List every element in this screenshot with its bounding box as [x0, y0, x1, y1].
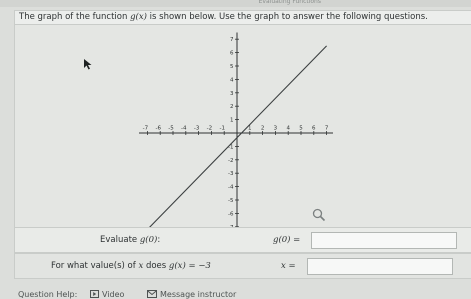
- x-tick-label: -5: [168, 125, 174, 132]
- x-tick-label: -6: [155, 125, 161, 132]
- evaluate-prompt-expr: g(0): [139, 235, 158, 245]
- y-tick-label: -4: [228, 184, 234, 191]
- solve-prompt-var: x: [138, 261, 144, 271]
- y-tick-label: -1: [228, 144, 234, 151]
- question-suffix: is shown below. Use the graph to answer the following questions.: [146, 12, 428, 22]
- y-tick-label: 6: [230, 50, 234, 57]
- solve-prompt-mid: does: [143, 261, 169, 271]
- question-text: [14, 10, 471, 25]
- x-tick-label: 4: [286, 125, 290, 132]
- header-strip: [0, 0, 471, 7]
- evaluate-prompt-suffix: :: [157, 235, 161, 245]
- y-tick-label: 3: [230, 90, 234, 97]
- solve-prompt: [51, 261, 211, 271]
- x-tick-label: 7: [324, 125, 329, 132]
- y-tick-label: 4: [230, 77, 234, 84]
- video-link[interactable]: Video: [102, 290, 125, 299]
- x-tick-label: -3: [193, 125, 200, 132]
- y-tick-label: 5: [230, 64, 234, 70]
- function-graph: [142, 25, 346, 230]
- evaluate-answer-label: g(0) =: [273, 235, 301, 245]
- mouse-cursor-icon: [83, 58, 93, 70]
- x-tick-label: 1: [248, 125, 252, 132]
- x-tick-label: 6: [312, 125, 316, 132]
- y-tick-label: -3: [228, 171, 234, 178]
- evaluate-row: [14, 227, 471, 253]
- question-help-label: Question Help:: [18, 290, 78, 299]
- evaluate-answer-input[interactable]: [311, 232, 457, 249]
- y-tick-label: -2: [228, 157, 234, 164]
- y-tick-label: 7: [230, 37, 234, 44]
- x-tick-label: -1: [219, 125, 225, 132]
- y-tick-label: 2: [230, 104, 234, 111]
- function-name: g(x): [130, 12, 147, 22]
- evaluate-prompt: [100, 235, 160, 245]
- question-help-bar: [14, 285, 454, 299]
- question-prefix: The graph of the function: [19, 12, 131, 22]
- x-tick-label: -2: [206, 125, 213, 132]
- message-instructor-link[interactable]: Message instructor: [160, 290, 237, 299]
- envelope-icon[interactable]: [147, 290, 157, 298]
- x-tick-label: 2: [260, 125, 265, 132]
- x-tick-label: -4: [181, 125, 187, 132]
- y-tick-label: 1: [230, 117, 234, 124]
- solve-row: [14, 253, 471, 279]
- solve-prompt-prefix: For what value(s) of: [51, 261, 139, 271]
- x-tick-label: -7: [142, 125, 149, 132]
- section-title: Evaluating Functions: [258, 0, 321, 5]
- solve-answer-input[interactable]: [307, 258, 453, 275]
- video-icon[interactable]: [90, 290, 99, 298]
- evaluate-prompt-prefix: Evaluate: [100, 235, 140, 245]
- magnifier-icon[interactable]: [312, 208, 326, 222]
- x-tick-label: 5: [299, 125, 303, 132]
- y-tick-label: -5: [228, 198, 234, 204]
- solve-answer-label: x =: [281, 261, 296, 271]
- y-tick-label: -6: [228, 211, 234, 218]
- x-tick-label: 3: [273, 125, 278, 132]
- solve-prompt-expr: g(x) = −3: [168, 261, 211, 271]
